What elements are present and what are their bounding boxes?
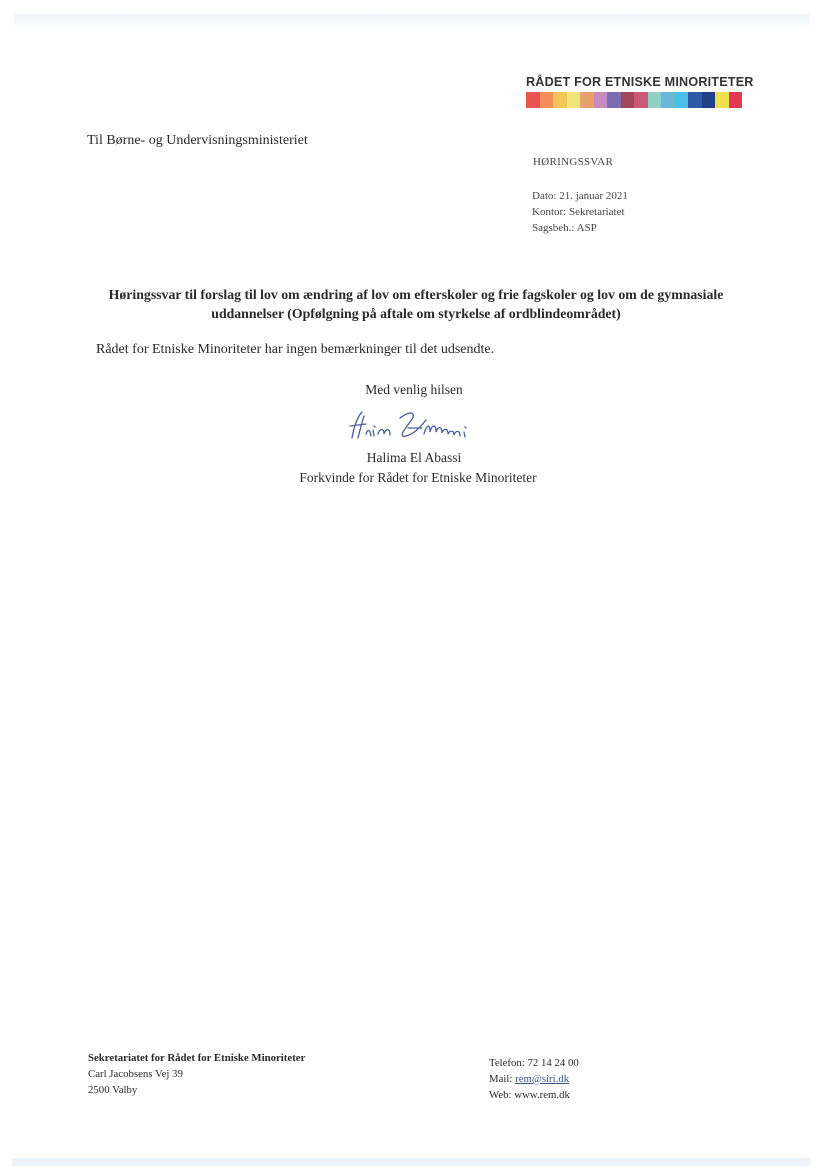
footer-mail-link[interactable]: rem@siri.dk [515, 1073, 570, 1085]
color-bar-segment [580, 92, 594, 108]
footer-web: Web: www.rem.dk [489, 1089, 570, 1101]
footer-address [88, 1050, 305, 1098]
signer-title: Forkvinde for Rådet for Etniske Minoriteter [299, 470, 537, 485]
body-text: Rådet for Etniske Minoriteter har ingen bemærkninger til det udsendte. [96, 342, 495, 357]
color-bar-segment [567, 92, 581, 108]
subject-line-1: Høringssvar til forslag til lov om ændring af lov om efterskoler og frie fagskoler og lov om de gymnasiale [108, 287, 724, 302]
document-meta [532, 188, 628, 236]
footer-phone: Telefon: 72 14 24 00 [489, 1057, 579, 1069]
color-bar-segment [526, 92, 540, 108]
color-bar-segment [553, 92, 567, 108]
scan-edge-bottom [12, 1158, 810, 1166]
scan-edge-top [14, 14, 810, 28]
footer-street: Carl Jacobsens Vej 39 [88, 1068, 183, 1080]
recipient: Til Børne- og Undervisningsministeriet [87, 133, 308, 148]
subject-heading [60, 285, 772, 323]
letterhead-org-name: RÅDET FOR ETNISKE MINORITETER [526, 75, 754, 89]
footer-mail-row [489, 1071, 579, 1087]
color-bar-segment [675, 92, 689, 108]
closing-greeting: Med venlig hilsen [365, 382, 463, 397]
meta-case-handler: Sagsbeh.: ASP [532, 222, 597, 234]
color-bar-segment [715, 92, 729, 108]
letterhead-color-bar [526, 92, 742, 108]
color-bar-segment [702, 92, 716, 108]
color-bar-segment [634, 92, 648, 108]
color-bar-segment [661, 92, 675, 108]
signer-name: Halima El Abassi [366, 450, 462, 465]
meta-date: Dato: 21. januar 2021 [532, 190, 628, 202]
color-bar-segment [607, 92, 621, 108]
color-bar-segment [594, 92, 608, 108]
color-bar-segment [540, 92, 554, 108]
footer-city: 2500 Valby [88, 1084, 138, 1096]
meta-office: Kontor: Sekretariatet [532, 206, 625, 218]
footer-org: Sekretariatet for Rådet for Etniske Minoriteter [88, 1052, 306, 1064]
footer-contact [489, 1055, 579, 1103]
color-bar-segment [729, 92, 743, 108]
color-bar-segment [648, 92, 662, 108]
color-bar-segment [688, 92, 702, 108]
document-type: HØRINGSSVAR [533, 156, 614, 168]
letterhead-logo [526, 75, 754, 108]
color-bar-segment [621, 92, 635, 108]
subject-line-2: uddannelser (Opfølgning på aftale om styrkelse af ordblindeområdet) [211, 306, 621, 321]
handwritten-signature [344, 408, 474, 444]
footer-mail-label: Mail: [489, 1073, 516, 1085]
